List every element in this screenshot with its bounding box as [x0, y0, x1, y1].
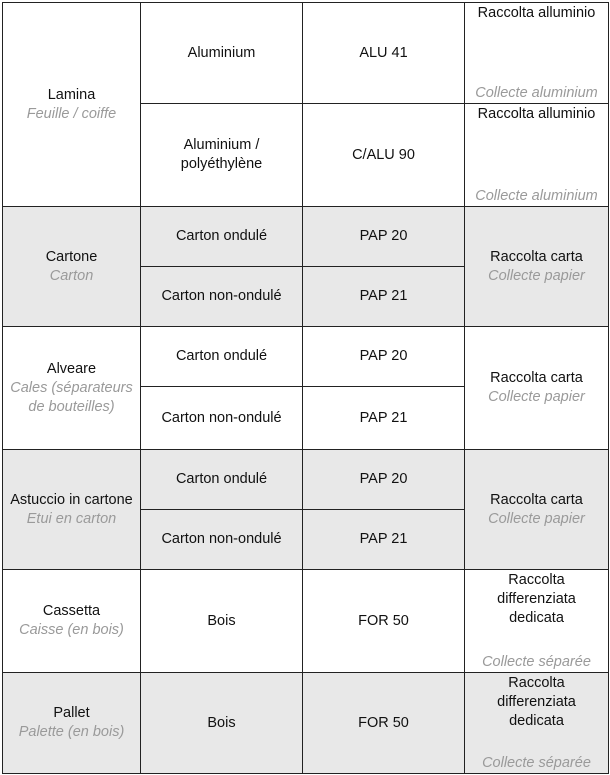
code-cell: PAP 21: [303, 510, 465, 570]
material-cell: Carton ondulé: [141, 327, 303, 387]
collection-cell: [465, 327, 609, 450]
collection-cell: [465, 3, 609, 104]
collection-fr: Collecte séparée: [482, 654, 591, 670]
item-name-it: Astuccio in cartone: [10, 491, 133, 508]
code-cell: PAP 20: [303, 450, 465, 510]
item-cell: [3, 570, 141, 673]
item-name-it: Alveare: [46, 360, 97, 377]
item-cell: [3, 3, 141, 207]
collection-fr: Collecte aluminium: [475, 85, 598, 101]
collection-fr: Collecte aluminium: [475, 188, 598, 204]
collection-cell: [465, 104, 609, 207]
code-cell: ALU 41: [303, 3, 465, 104]
item-cell: [3, 327, 141, 450]
code-cell: PAP 20: [303, 327, 465, 387]
collection-it: Raccolta carta: [490, 248, 583, 265]
collection-it: Raccolta alluminio: [477, 106, 596, 122]
code-cell: PAP 21: [303, 267, 465, 327]
table-row: [3, 327, 609, 387]
code-cell: PAP 20: [303, 207, 465, 267]
collection-it: Raccolta alluminio: [477, 5, 596, 21]
collection-cell: [465, 673, 609, 774]
material-cell: Carton ondulé: [141, 450, 303, 510]
collection-it: Raccolta carta: [490, 491, 583, 508]
item-cell: [3, 207, 141, 327]
item-name-it: Pallet: [53, 705, 90, 721]
item-name-fr: Carton: [49, 267, 94, 284]
item-name-fr: Caisse (en bois): [19, 622, 124, 638]
collection-cell: [465, 450, 609, 570]
collection-fr: Collecte papier: [488, 510, 585, 527]
item-name-fr: Palette (en bois): [18, 724, 125, 740]
table-row: [3, 3, 609, 104]
material-cell: Carton non-ondulé: [141, 387, 303, 450]
material-cell: Bois: [141, 673, 303, 774]
recycling-table: [2, 2, 609, 774]
material-cell: Carton ondulé: [141, 207, 303, 267]
code-cell: FOR 50: [303, 673, 465, 774]
material-cell: Aluminium / polyéthylène: [141, 104, 303, 207]
code-cell: PAP 21: [303, 387, 465, 450]
item-name-it: Lamina: [47, 86, 96, 103]
table-row: [3, 570, 609, 673]
item-name-it: Cartone: [45, 248, 98, 265]
collection-it: Raccolta differenziata dedicata: [497, 675, 576, 729]
collection-fr: Collecte séparée: [482, 755, 591, 771]
collection-fr: Collecte papier: [488, 389, 585, 405]
collection-cell: [465, 570, 609, 673]
table-row: [3, 450, 609, 510]
material-cell: Carton non-ondulé: [141, 267, 303, 327]
code-cell: C/ALU 90: [303, 104, 465, 207]
table-row: [3, 673, 609, 774]
material-cell: Bois: [141, 570, 303, 673]
collection-fr: Collecte papier: [488, 267, 585, 284]
item-name-fr: Cales (séparateurs de bouteilles): [10, 379, 133, 415]
material-cell: Carton non-ondulé: [141, 510, 303, 570]
material-cell: Aluminium: [141, 3, 303, 104]
collection-it: Raccolta carta: [490, 370, 583, 386]
collection-cell: [465, 207, 609, 327]
collection-it: Raccolta differenziata dedicata: [497, 572, 576, 626]
item-cell: [3, 450, 141, 570]
item-name-fr: Feuille / coiffe: [26, 105, 117, 122]
item-cell: [3, 673, 141, 774]
item-name-fr: Etui en carton: [26, 510, 117, 527]
code-cell: FOR 50: [303, 570, 465, 673]
table-row: [3, 207, 609, 267]
item-name-it: Cassetta: [42, 603, 101, 619]
